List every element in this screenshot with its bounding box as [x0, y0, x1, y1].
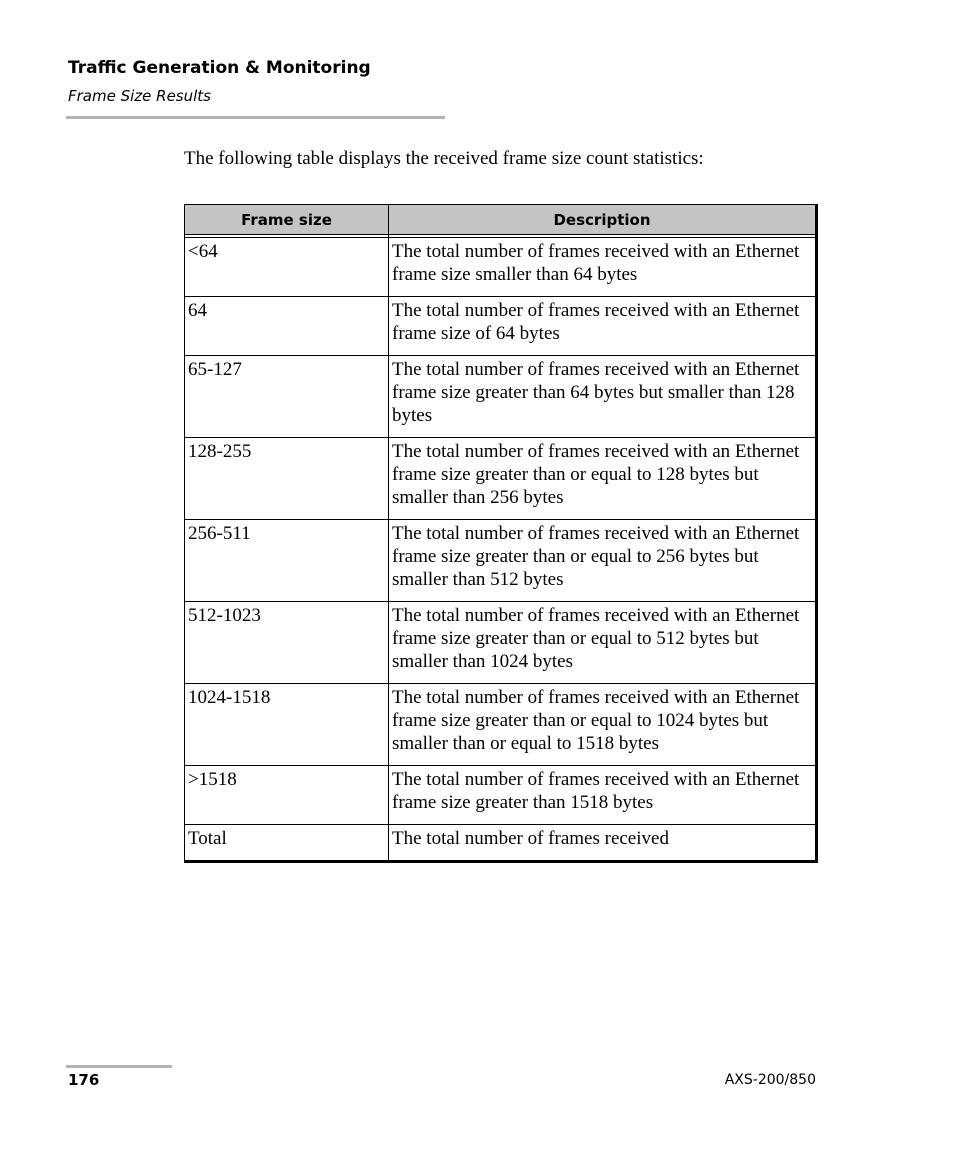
table-row	[185, 684, 817, 766]
description-cell: The total number of frames received with an Ethernet frame size greater than or equal to 1024 bytes but smaller than or equal to 1518 bytes	[389, 684, 817, 766]
frame-size-cell: 512-1023	[185, 602, 389, 684]
intro-paragraph: The following table displays the received frame size count statistics:	[184, 148, 704, 169]
header-divider	[66, 116, 445, 119]
table-row	[185, 238, 817, 297]
frame-size-table-container	[184, 204, 819, 863]
table-row	[185, 520, 817, 602]
table-row	[185, 766, 817, 825]
frame-size-cell: 128-255	[185, 438, 389, 520]
description-cell: The total number of frames received with an Ethernet frame size greater than 1518 bytes	[389, 766, 817, 825]
frame-size-cell: Total	[185, 825, 389, 862]
description-cell: The total number of frames received with an Ethernet frame size greater than or equal to 256 bytes but smaller than 512 bytes	[389, 520, 817, 602]
page-number: 176	[68, 1071, 100, 1089]
frame-size-table	[184, 204, 818, 863]
section-title: Traffic Generation & Monitoring	[68, 58, 371, 78]
section-subtitle: Frame Size Results	[68, 87, 211, 105]
description-cell: The total number of frames received with an Ethernet frame size greater than 64 bytes but smaller than 128 bytes	[389, 356, 817, 438]
table-row	[185, 297, 817, 356]
frame-size-cell: <64	[185, 238, 389, 297]
table-row	[185, 438, 817, 520]
description-cell: The total number of frames received	[389, 825, 817, 862]
column-header-frame-size: Frame size	[185, 205, 389, 235]
table-header-row	[185, 205, 817, 235]
description-cell: The total number of frames received with an Ethernet frame size greater than or equal to 128 bytes but smaller than 256 bytes	[389, 438, 817, 520]
frame-size-cell: 65-127	[185, 356, 389, 438]
frame-size-cell: >1518	[185, 766, 389, 825]
frame-size-cell: 1024-1518	[185, 684, 389, 766]
table-row	[185, 356, 817, 438]
footer-divider	[66, 1065, 172, 1068]
description-cell: The total number of frames received with an Ethernet frame size greater than or equal to 512 bytes but smaller than 1024 bytes	[389, 602, 817, 684]
frame-size-cell: 256-511	[185, 520, 389, 602]
frame-size-cell: 64	[185, 297, 389, 356]
product-name: AXS-200/850	[724, 1072, 816, 1088]
table-row	[185, 825, 817, 862]
description-cell: The total number of frames received with an Ethernet frame size of 64 bytes	[389, 297, 817, 356]
column-header-description: Description	[389, 205, 817, 235]
description-cell: The total number of frames received with an Ethernet frame size smaller than 64 bytes	[389, 238, 817, 297]
table-row	[185, 602, 817, 684]
